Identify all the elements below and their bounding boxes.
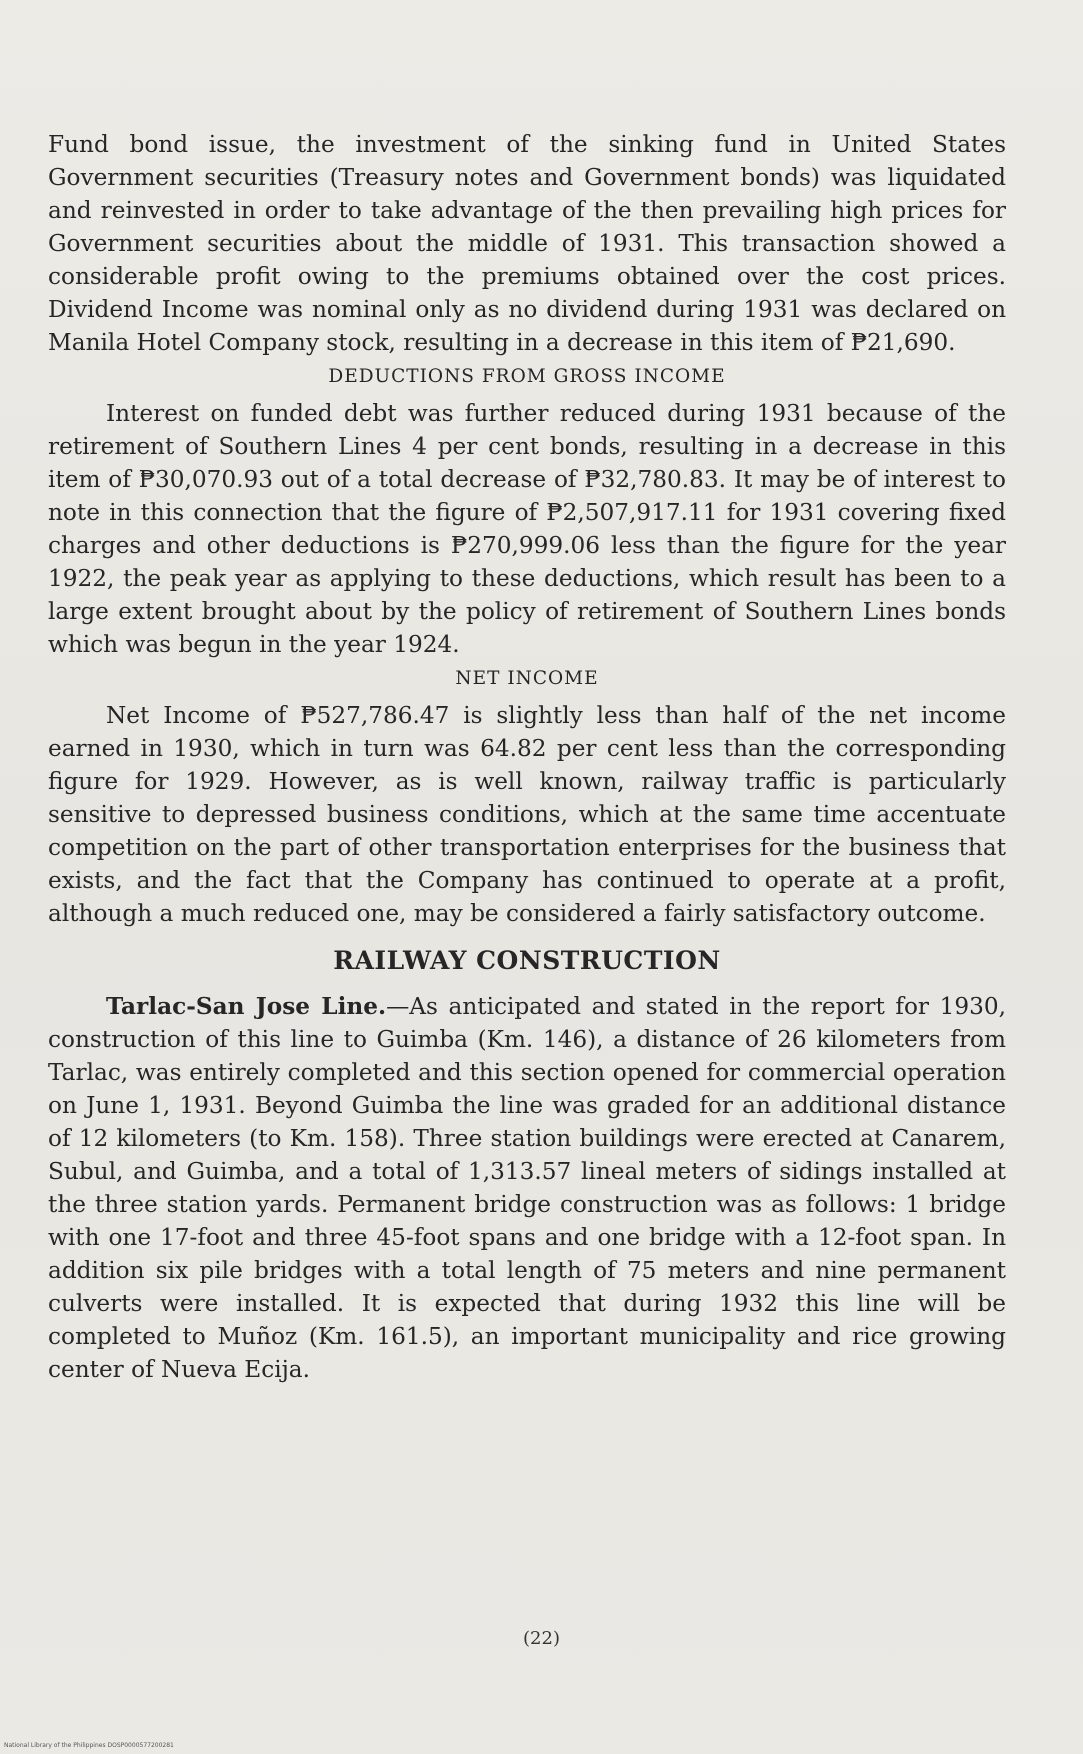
paragraph-tarlac-san-jose [48,990,1006,1386]
page-number: (22) [523,1628,560,1649]
heading-net-income: NET INCOME [455,668,599,689]
lead-in-tarlac-san-jose: Tarlac-San Jose Line. [106,993,387,1020]
paragraph-deductions: Interest on funded debt was further reduced during 1931 because of the retirement of Southern Lines 4 per cent bonds, resulting in a decrease in this item of ₱30,070.93 out of a total decrease of ₱32,780.83. It may be of interest to note in this connection that the figure of ₱2,507,917.11 for 1931 covering fixed charges and other deductions is ₱270,999.06 less than the figure for the year 1922, the peak year as applying to these deductions, which result has been to a large extent brought about by the policy of retirement of Southern Lines bonds which was begun in the year 1924. [48,400,1006,658]
heading-deductions: DEDUCTIONS FROM GROSS INCOME [328,366,726,387]
paragraph-net-income: Net Income of ₱527,786.47 is slightly less than half of the net income earned in 1930, which in turn was 64.82 per cent less than the corresponding figure for 1929. However, as is well known, railway traffic is particularly sensitive to depressed business conditions, which at the same time accentuate competition on the part of other transportation enterprises for the business that exists, and the fact that the Company has continued to operate at a profit, although a much reduced one, may be considered a fairly satisfactory outcome. [48,702,1006,927]
paragraph-tarlac-body: —As anticipated and stated in the report for 1930, construction of this line to Guimba (Km. 146), a distance of 26 kilometers from Tarlac, was entirely completed and this section opened for commercial operation on June 1, 1931. Beyond Guimba the line was graded for an additional distance of 12 kilometers (to Km. 158). Three station buildings were erected at Canarem, Subul, and Guimba, and a total of 1,313.57 lineal meters of sidings installed at the three station yards. Permanent bridge construction was as follows: 1 bridge with one 17-foot and three 45-foot spans and one bridge with a 12-foot span. In addition six pile bridges with a total length of 75 meters and nine permanent culverts were installed. It is expected that during 1932 this line will be completed to Muñoz (Km. 161.5), an important municipality and rice growing center of Nueva Ecija. [48,993,1006,1383]
body-text [48,128,1006,1386]
heading-railway-construction: RAILWAY CONSTRUCTION [333,946,721,975]
paragraph-sinking-fund: Fund bond issue, the investment of the sinking fund in United States Government securities (Treasury notes and Government bonds) was liquidated and reinvested in order to take advantage of the then prevailing high prices for Government securities about the middle of 1931. This transaction showed a considerable profit owing to the premiums obtained over the cost prices. Dividend Income was nominal only as no dividend during 1931 was declared on Manila Hotel Company stock, resulting in a decrease in this item of ₱21,690. [48,131,1006,356]
footer-credit: National Library of the Philippines DOSP0000577200281 [4,1742,174,1749]
